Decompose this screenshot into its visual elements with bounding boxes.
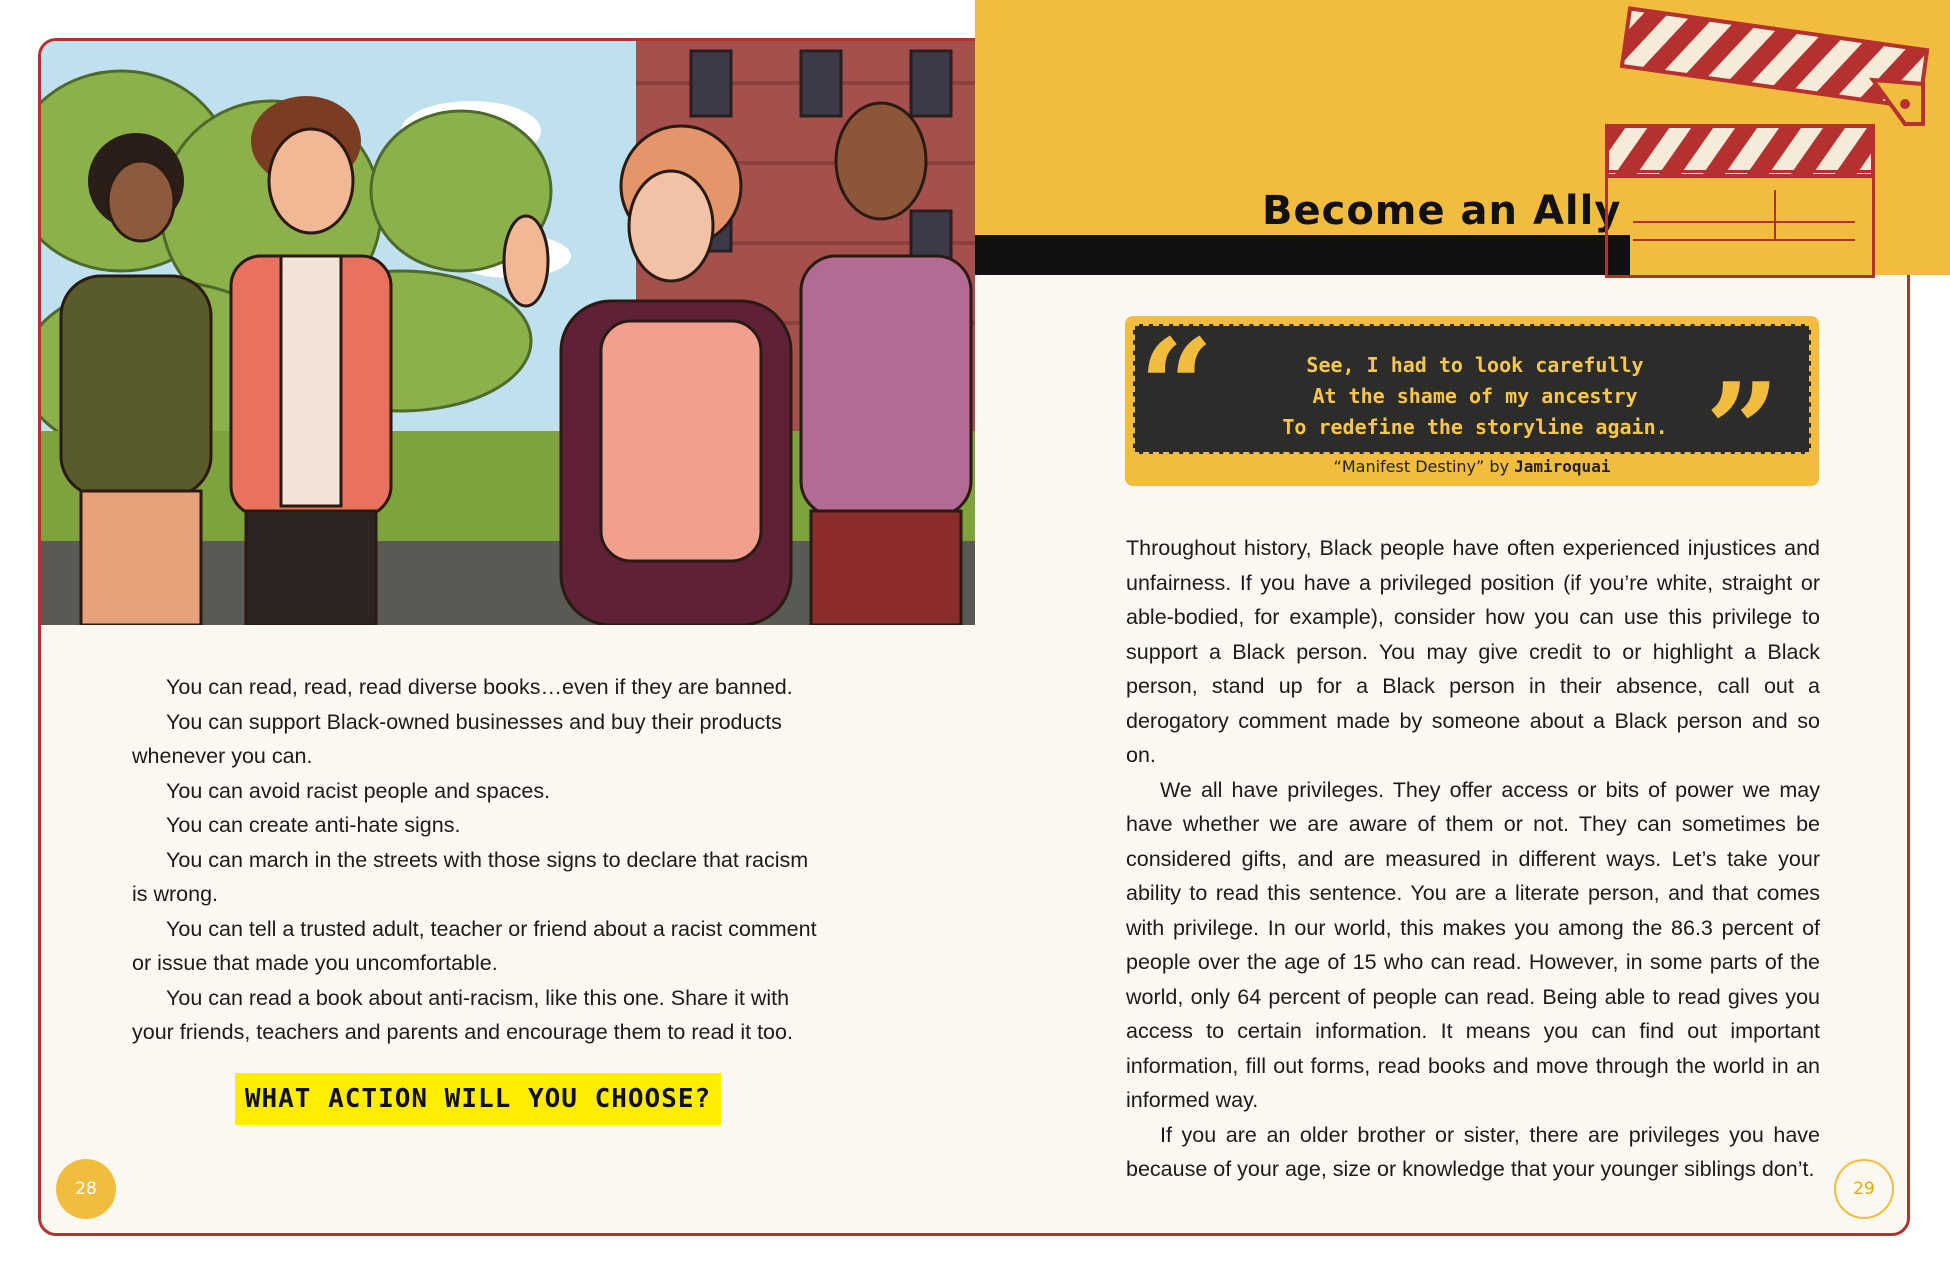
left-paragraph: You can march in the streets with those signs to declare that racism is wrong. — [132, 847, 809, 906]
page-number-right: 29 — [1834, 1159, 1894, 1219]
right-paragraph: We all have privileges. They offer access or bits of power we may have whether we are aware of them or not. They can sometimes be considered gifts, and are measured in different ways. Let’s take your ability to read this sentence. You are a literate person, and that comes with privilege. In our world, this makes you among the 86.3 percent of people over the age of 15 who can read. However, in some parts of the world, only 64 percent of people can read. Being able to read gives you access to certain information. It means you can find out important information, fill out forms, read books and move through the world in an informed way. — [1126, 777, 1820, 1112]
right-body-text — [1126, 531, 1820, 1187]
quote-line: See, I had to look carefully — [1306, 353, 1644, 377]
quote-line: To redefine the storyline again. — [1282, 415, 1668, 439]
quote-lines — [1255, 350, 1695, 443]
left-paragraph: You can read, read, read diverse books…even if they are banned. — [166, 675, 793, 699]
left-body-text — [132, 670, 827, 1050]
quote-source-title: “Manifest Destiny” by — [1333, 457, 1510, 476]
close-quote-icon: ” — [1705, 354, 1780, 507]
left-paragraph: You can tell a trusted adult, teacher or friend about a racist comment or issue that made you uncomfortable. — [132, 916, 817, 975]
quote-line: At the shame of my ancestry — [1312, 384, 1638, 408]
left-paragraph: You can read a book about anti-racism, like this one. Share it with your friends, teachers and parents and encourage them to read it too. — [132, 985, 793, 1044]
left-paragraph: You can avoid racist people and spaces. — [166, 778, 551, 803]
right-paragraph: If you are an older brother or sister, there are privileges you have because of your age, size or knowledge that your younger siblings don’t. — [1126, 1122, 1820, 1181]
cta-banner: WHAT ACTION WILL YOU CHOOSE? — [235, 1073, 721, 1125]
left-paragraph: You can support Black-owned businesses and buy their products whenever you can. — [132, 709, 782, 768]
quote-box — [1125, 310, 1819, 507]
right-paragraph: Throughout history, Black people have often experienced injustices and unfairness. If you have a privileged position (if you’re white, straight or able-bodied, for example), consider how you can use this privilege to support a Black person. You may give credit to or highlight a Black person, stand up for a Black person in their absence, call out a derogatory comment made by someone about a Black person and so on. — [1126, 536, 1820, 767]
open-quote-icon: “ — [1139, 310, 1214, 463]
clapperboard-icon — [1605, 0, 1950, 278]
quote-source-artist: Jamiroquai — [1514, 457, 1611, 476]
page-number-left: 28 — [56, 1159, 116, 1219]
header-underline-bar — [975, 235, 1630, 275]
illustration — [41, 41, 975, 625]
quote-source — [1125, 457, 1819, 476]
left-paragraph: You can create anti-hate signs. — [166, 813, 461, 837]
page-title: Become an Ally — [1262, 188, 1622, 234]
